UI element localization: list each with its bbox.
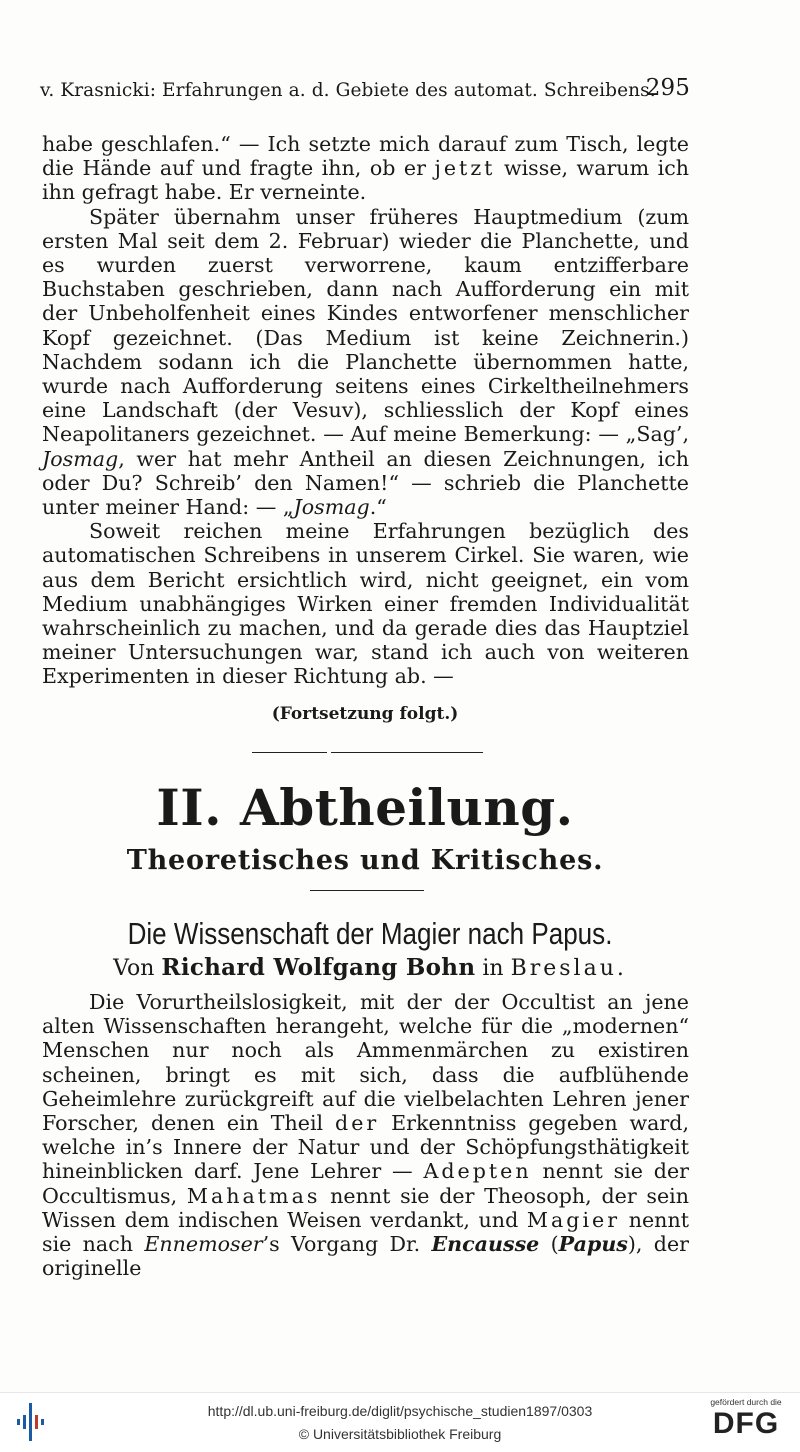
viewer-footer — [0, 1392, 800, 1452]
running-title: v. Krasnicki: Erfahrungen a. d. Gebiete des automat. Schreibens. — [40, 80, 656, 101]
author-place: Breslau. — [510, 956, 627, 981]
dfg-logo: gefördert durch die DFG — [710, 1397, 782, 1440]
paragraph: Später übernahm unser früheres Hauptmedium (zum ersten Mal seit dem 2. Februar) wieder die Planchette, und es wurden zuerst verworrene, kaum entzifferbare Buchstaben geschrieben, dann nach Aufforderung ein mit der Unbeholfenheit eines Kindes entworfener menschlicher Kopf gezeichnet. (Das Medium ist keine Zeichnerin.) Nachdem sodann ich die Planchette übernommen hatte, wurde nach Aufforderung seitens eines Cirkeltheilnehmers eine Landschaft (der Vesuv), schliesslich der Kopf eines Neapolitaners gezeichnet. — Auf meine Bemerkung: — „Sag’, Josmag, wer hat mehr Antheil an diesen Zeichnungen, ich oder Du? Schreib’ den Namen!“ — schrieb die Planchette unter meiner Hand: — „Josmag.“ — [42, 204, 689, 520]
divider-rule — [331, 752, 483, 753]
divider-rule — [310, 890, 424, 891]
paragraph: habe geschlafen.“ — Ich setzte mich darauf zum Tisch, legte die Hände auf und fragte ihn, ob er jetzt wisse, warum ich ihn gefragt habe. Er verneinte. — [42, 132, 689, 205]
copyright-notice: © Universitätsbibliothek Freiburg — [298, 1426, 502, 1442]
paragraph: Die Vorurtheilslosigkeit, mit der der Occultist an jene alten Wissenschaften herangeht, welche für die „modernen“ Menschen nur noch als Ammenmärchen zu existiren scheinen, bringt es mit sich, dass die aufblühende Geheimlehre zurückgreift auf die vielbelachten Lehren jener Forscher, denen ein Theil der Erkenntniss gegeben ward, welche in’s Innere der Natur und der Schöpfungsthätigkeit hineinblicken darf. Jene Lehrer — Adepten nennt sie der Occultismus, Mahatmas nennt sie der Theosoph, der sein Wissen dem indischen Weisen verdankt, und Magier nennt sie nach Ennemoser’s Vorgang Dr. Encausse (Papus), der originelle — [42, 990, 690, 1281]
page-number: 295 — [645, 75, 690, 101]
permalink-link[interactable]: http://dl.ub.uni-freiburg.de/diglit/psychische_studien1897/0303 — [207, 1403, 593, 1419]
author-name: Richard Wolfgang Bohn — [161, 954, 476, 981]
section-title: II. Abtheilung. — [156, 778, 574, 837]
byline: Von Richard Wolfgang Bohn in Breslau. — [113, 954, 627, 981]
article-title: Die Wissenschaft der Magier nach Papus. — [127, 916, 613, 951]
divider-rule — [252, 752, 327, 753]
article-body-text — [42, 990, 689, 1280]
article-continuation-text — [42, 132, 689, 689]
section-subtitle: Theoretisches und Kritisches. — [126, 845, 604, 876]
continuation-note: (Fortsetzung folgt.) — [271, 704, 459, 724]
running-header — [40, 75, 690, 101]
paragraph: Soweit reichen meine Erfahrungen bezüglich des automatischen Schreibens in unserem Cirkel. Sie waren, wie aus dem Bericht ersichtlich wird, nicht geeignet, ein vom Medium unabhängiges Wirken einer fremden Individualität wahrscheinlich zu machen, und da gerade dies das Hauptziel meiner Untersuchungen war, stand ich auch von weiteren Experimenten in dieser Richtung ab. — — [42, 519, 689, 689]
